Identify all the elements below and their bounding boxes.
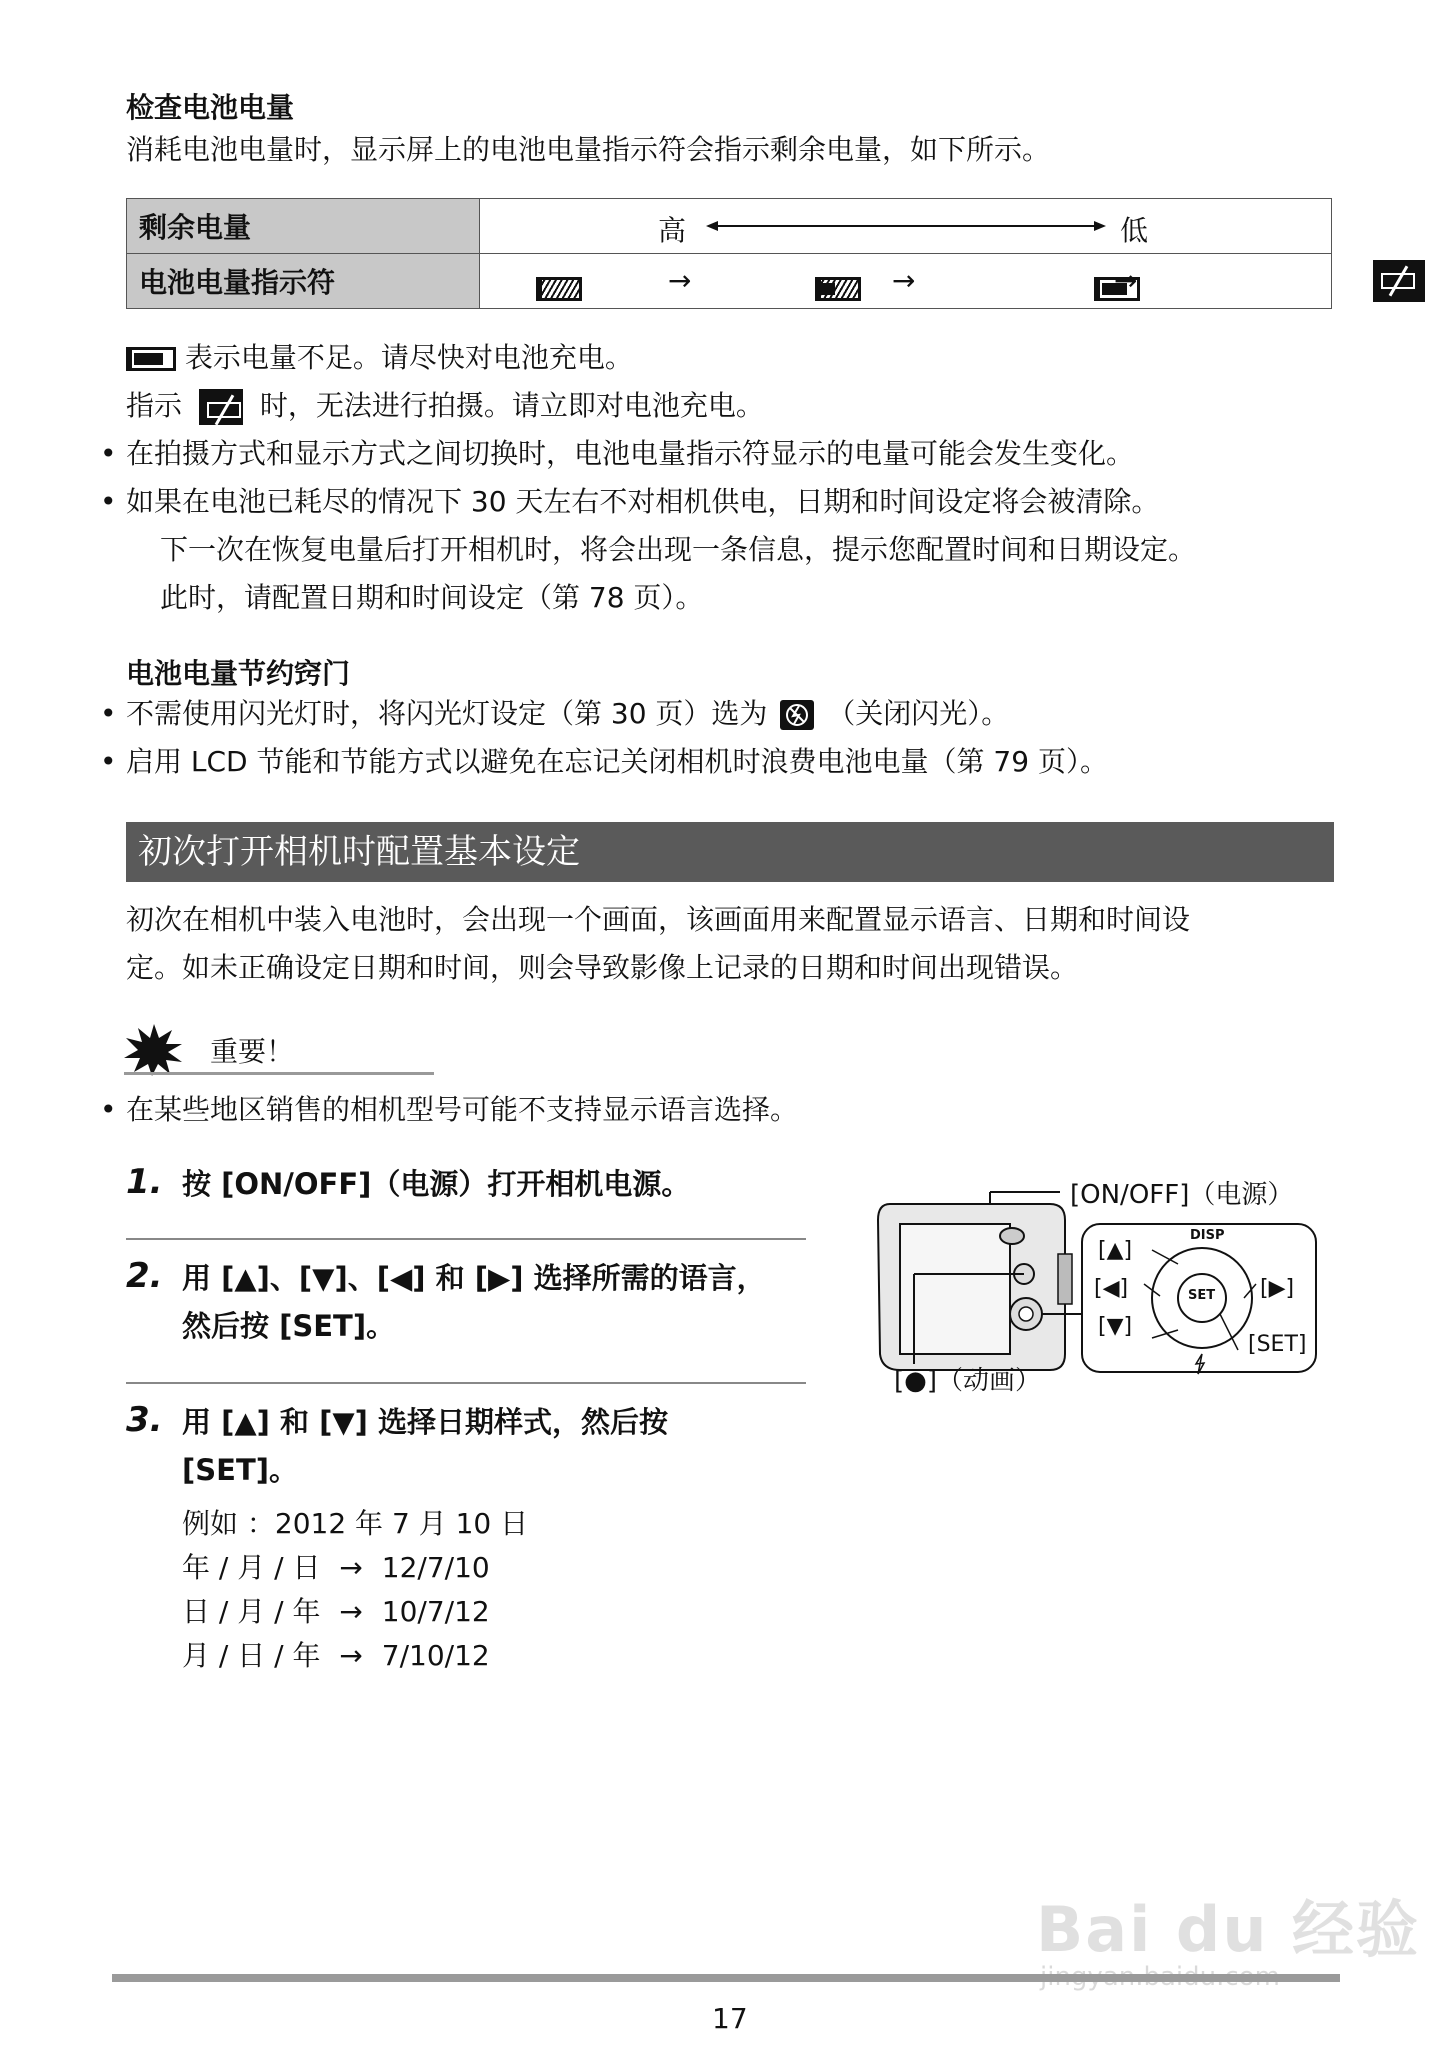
battery-level-table (126, 198, 1332, 309)
step-divider (126, 1238, 806, 1240)
step-2-line1: 用 [▲]、[▼]、[◀] 和 [▶] 选择所需的语言， (182, 1261, 766, 1295)
step-3-number: 3. (126, 1400, 163, 1440)
onoff-label: [ON/OFF]（电源） (1070, 1180, 1294, 1210)
date-format: 日 / 月 / 年 (182, 1595, 321, 1628)
battery-intro: 消耗电池电量时，显示屏上的电池电量指示符会指示剩余电量，如下所示。 (126, 133, 1051, 166)
table-row (127, 254, 1332, 309)
step-1-text: 按 [ON/OFF]（电源）打开相机电源。 (182, 1167, 691, 1201)
date-value: 7/10/12 (381, 1639, 490, 1672)
flash-off-icon (780, 700, 814, 730)
right-button-label: [▶] (1260, 1276, 1295, 1301)
battery-full-icon (536, 277, 582, 301)
battery-medium-icon (815, 277, 861, 301)
bullet-30-days: • 如果在电池已耗尽的情况下 30 天左右不对相机供电，日期和时间设定将会被清除。 (126, 478, 1159, 526)
movie-button-label: [●]（动画） (894, 1366, 1041, 1396)
step-3-line2: [SET]。 (182, 1453, 298, 1487)
arrow-icon: → (1114, 264, 1138, 297)
battery-low-icon (126, 347, 176, 371)
basic-settings-intro-line2: 定。如未正确设定日期和时间，则会导致影像上记录的日期和时间出现错误。 (126, 951, 1079, 984)
page-number: 17 (712, 2002, 748, 2035)
arrow-icon: → (668, 264, 692, 297)
set-button: SET (1188, 1288, 1216, 1303)
section-heading-battery-tips: 电池电量节约窍门 (126, 657, 351, 690)
row-label-indicator: 电池电量指示符 (127, 254, 480, 309)
example-row (182, 1546, 490, 1590)
note-low-battery-text: 表示电量不足。请尽快对电池充电。 (184, 341, 633, 374)
important-burst-icon (124, 1024, 184, 1076)
note-prefix: 指示 (126, 389, 183, 422)
bullet-30-days-line2: 下一次在恢复电量后打开相机时，将会出现一条信息，提示您配置时间和日期设定。 (160, 533, 1197, 566)
down-button-label: [▼] (1098, 1314, 1133, 1339)
low-label: 低 (1120, 214, 1149, 247)
camera-figure (860, 1164, 1340, 1404)
up-button-label: [▲] (1098, 1238, 1133, 1263)
level-scale (480, 199, 1332, 254)
step-2-number: 2. (126, 1256, 163, 1296)
arrow-icon: → (339, 1551, 363, 1584)
bullet-30-days-line3: 此时，请配置日期和时间设定（第 78 页）。 (160, 581, 704, 614)
important-underline (124, 1072, 434, 1075)
date-value: 12/7/10 (381, 1551, 490, 1584)
set-label: [SET] (1248, 1332, 1307, 1357)
left-button-label: [◀] (1094, 1276, 1129, 1301)
note-low-battery (126, 334, 633, 382)
date-format: 月 / 日 / 年 (182, 1639, 321, 1672)
tip-flash-prefix: 不需使用闪光灯时，将闪光灯设定（第 30 页）选为 (126, 697, 768, 730)
tip-lcd-eco: • 启用 LCD 节能和节能方式以避免在忘记关闭相机时浪费电池电量（第 79 页）。 (126, 738, 1108, 786)
example-title: 例如 ：2012 年 7 月 10 日 (182, 1507, 529, 1540)
table-row (127, 199, 1332, 254)
example-row (182, 1590, 490, 1634)
arrow-icon: → (339, 1595, 363, 1628)
watermark-brand: Bai du 经验 (1036, 1893, 1421, 1966)
step-divider (126, 1382, 806, 1384)
indicator-sequence (480, 254, 1332, 309)
tip-flash-off (126, 690, 1009, 738)
section-heading-battery-check: 检查电池电量 (126, 91, 295, 124)
important-bullet: • 在某些地区销售的相机型号可能不支持显示语言选择。 (126, 1086, 798, 1134)
note-suffix: 时，无法进行拍摄。请立即对电池充电。 (259, 389, 764, 422)
note-empty-battery (126, 382, 764, 430)
bullet-mode-switch: • 在拍摄方式和显示方式之间切换时，电池电量指示符显示的电量可能会发生变化。 (126, 430, 1134, 478)
example-row (182, 1634, 490, 1678)
battery-empty-icon (199, 389, 243, 425)
disp-label: DISP (1190, 1228, 1225, 1243)
important-label: 重要！ (210, 1035, 295, 1068)
tip-flash-suffix: （关闭闪光）。 (827, 697, 1010, 730)
step-3-line1: 用 [▲] 和 [▼] 选择日期样式，然后按 (182, 1405, 669, 1439)
step-1-number: 1. (126, 1162, 163, 1202)
high-label: 高 (658, 214, 687, 247)
arrow-icon: → (339, 1639, 363, 1672)
basic-settings-intro-line1: 初次在相机中装入电池时，会出现一个画面，该画面用来配置显示语言、日期和时间设 (126, 903, 1191, 936)
footer-rule (112, 1974, 1340, 1982)
date-format: 年 / 月 / 日 (182, 1551, 321, 1584)
row-label-remaining: 剩余电量 (127, 199, 480, 254)
arrow-icon: → (892, 264, 916, 297)
section-title-bar: 初次打开相机时配置基本设定 (126, 822, 1334, 882)
high-low-arrow (706, 213, 1106, 239)
date-value: 10/7/12 (381, 1595, 490, 1628)
battery-empty-icon (1373, 260, 1425, 302)
step-2-line2: 然后按 [SET]。 (182, 1309, 396, 1343)
